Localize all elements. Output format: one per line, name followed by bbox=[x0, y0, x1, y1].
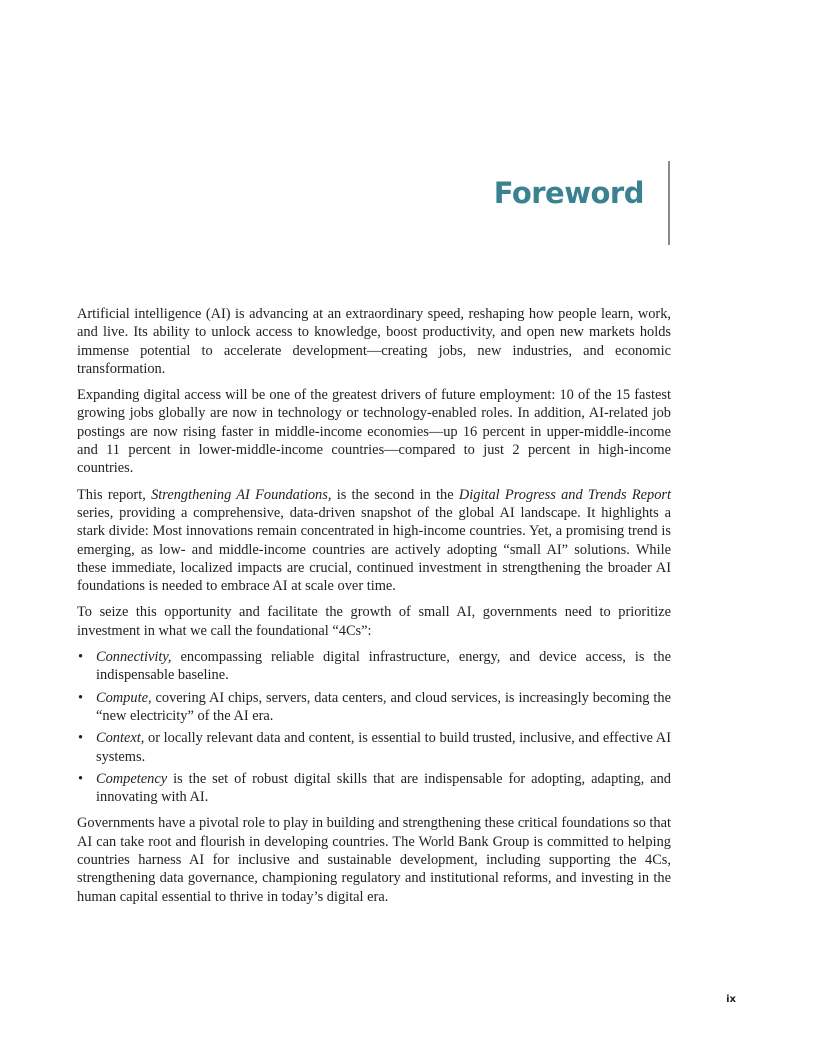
bullet-icon: • bbox=[78, 689, 84, 706]
paragraph-report bbox=[77, 486, 671, 596]
bullet-icon: • bbox=[78, 770, 84, 787]
list-item-term: Context, bbox=[96, 730, 145, 747]
list-item-term: Competency bbox=[96, 770, 168, 787]
bullet-icon: • bbox=[78, 649, 84, 666]
paragraph-intro: Artificial intelligence (AI) is advancing at an extraordinary speed, reshaping how people learn, work, and live. Its ability to unlock access to knowledge, boost productivity, and open new markets holds immense potential to accelerate development—creating jobs, new industries, and economic transformation. bbox=[77, 306, 671, 377]
foundations-list bbox=[77, 648, 671, 806]
bullet-icon: • bbox=[78, 730, 84, 747]
list-item-text: covering AI chips, servers, data centers, and cloud services, is increasingly becoming the “new electricity” of the AI era. bbox=[96, 689, 671, 724]
report-series-title: Digital Progress and Trends Report bbox=[458, 486, 671, 503]
paragraph-digital-access: Expanding digital access will be one of the greatest drivers of future employment: 10 of the 15 fastest growing jobs globally are now in technology or technology-enabled roles. In addition, AI-related job postings are now rising faster in middle-income economies—up 16 percent in upper-middle-income and 11 percent in lower-middle-income countries—compared to just 2 percent in high-income countries. bbox=[77, 387, 671, 477]
list-item bbox=[77, 729, 671, 766]
list-item bbox=[77, 770, 671, 807]
list-item-text: or locally relevant data and content, is essential to build trusted, inclusive, and effective AI systems. bbox=[96, 730, 671, 765]
paragraph-conclusion: Governments have a pivotal role to play in building and strengthening these critical foundations so that AI can take root and flourish in developing countries. The World Bank Group is committed to helping countries harness AI for inclusive and sustainable development, including supporting the 4Cs, strengthening data governance, championing regulatory and institutional reforms, and investing in the human capital essential to thrive in today’s digital era. bbox=[77, 815, 671, 905]
foreword-body bbox=[77, 305, 671, 914]
title-divider bbox=[668, 161, 670, 245]
paragraph-report-text: This report, bbox=[77, 486, 152, 503]
list-item bbox=[77, 689, 671, 726]
list-item bbox=[77, 648, 671, 685]
list-item-term: Connectivity, bbox=[96, 649, 172, 666]
page-title: Foreword bbox=[493, 176, 644, 210]
list-item-text: is the set of robust digital skills that are indispensable for adopting, adapting, and innovating with AI. bbox=[96, 770, 671, 806]
paragraph-4cs-intro: To seize this opportunity and facilitate the growth of small AI, governments need to prioritize investment in what we call the foundational “4Cs”: bbox=[77, 604, 671, 639]
paragraph-report-text: is the second in the bbox=[331, 486, 459, 503]
report-title: Strengthening AI Foundations, bbox=[151, 486, 332, 503]
list-item-term: Compute, bbox=[96, 689, 152, 706]
page-number: ix bbox=[726, 994, 736, 1005]
list-item-text: encompassing reliable digital infrastructure, energy, and device access, is the indispensable baseline. bbox=[96, 649, 671, 684]
paragraph-report-text: series, providing a comprehensive, data-driven snapshot of the global AI landscape. It highlights a stark divide: Most innovations remain concentrated in high-income countries. Yet, a promising trend is emerging, as low- and middle-income countries are actively adopting “small AI” solutions. While these immediate, localized impacts are crucial, continued investment in strengthening the broader AI foundations is needed to embrace AI at scale over time. bbox=[77, 504, 671, 595]
